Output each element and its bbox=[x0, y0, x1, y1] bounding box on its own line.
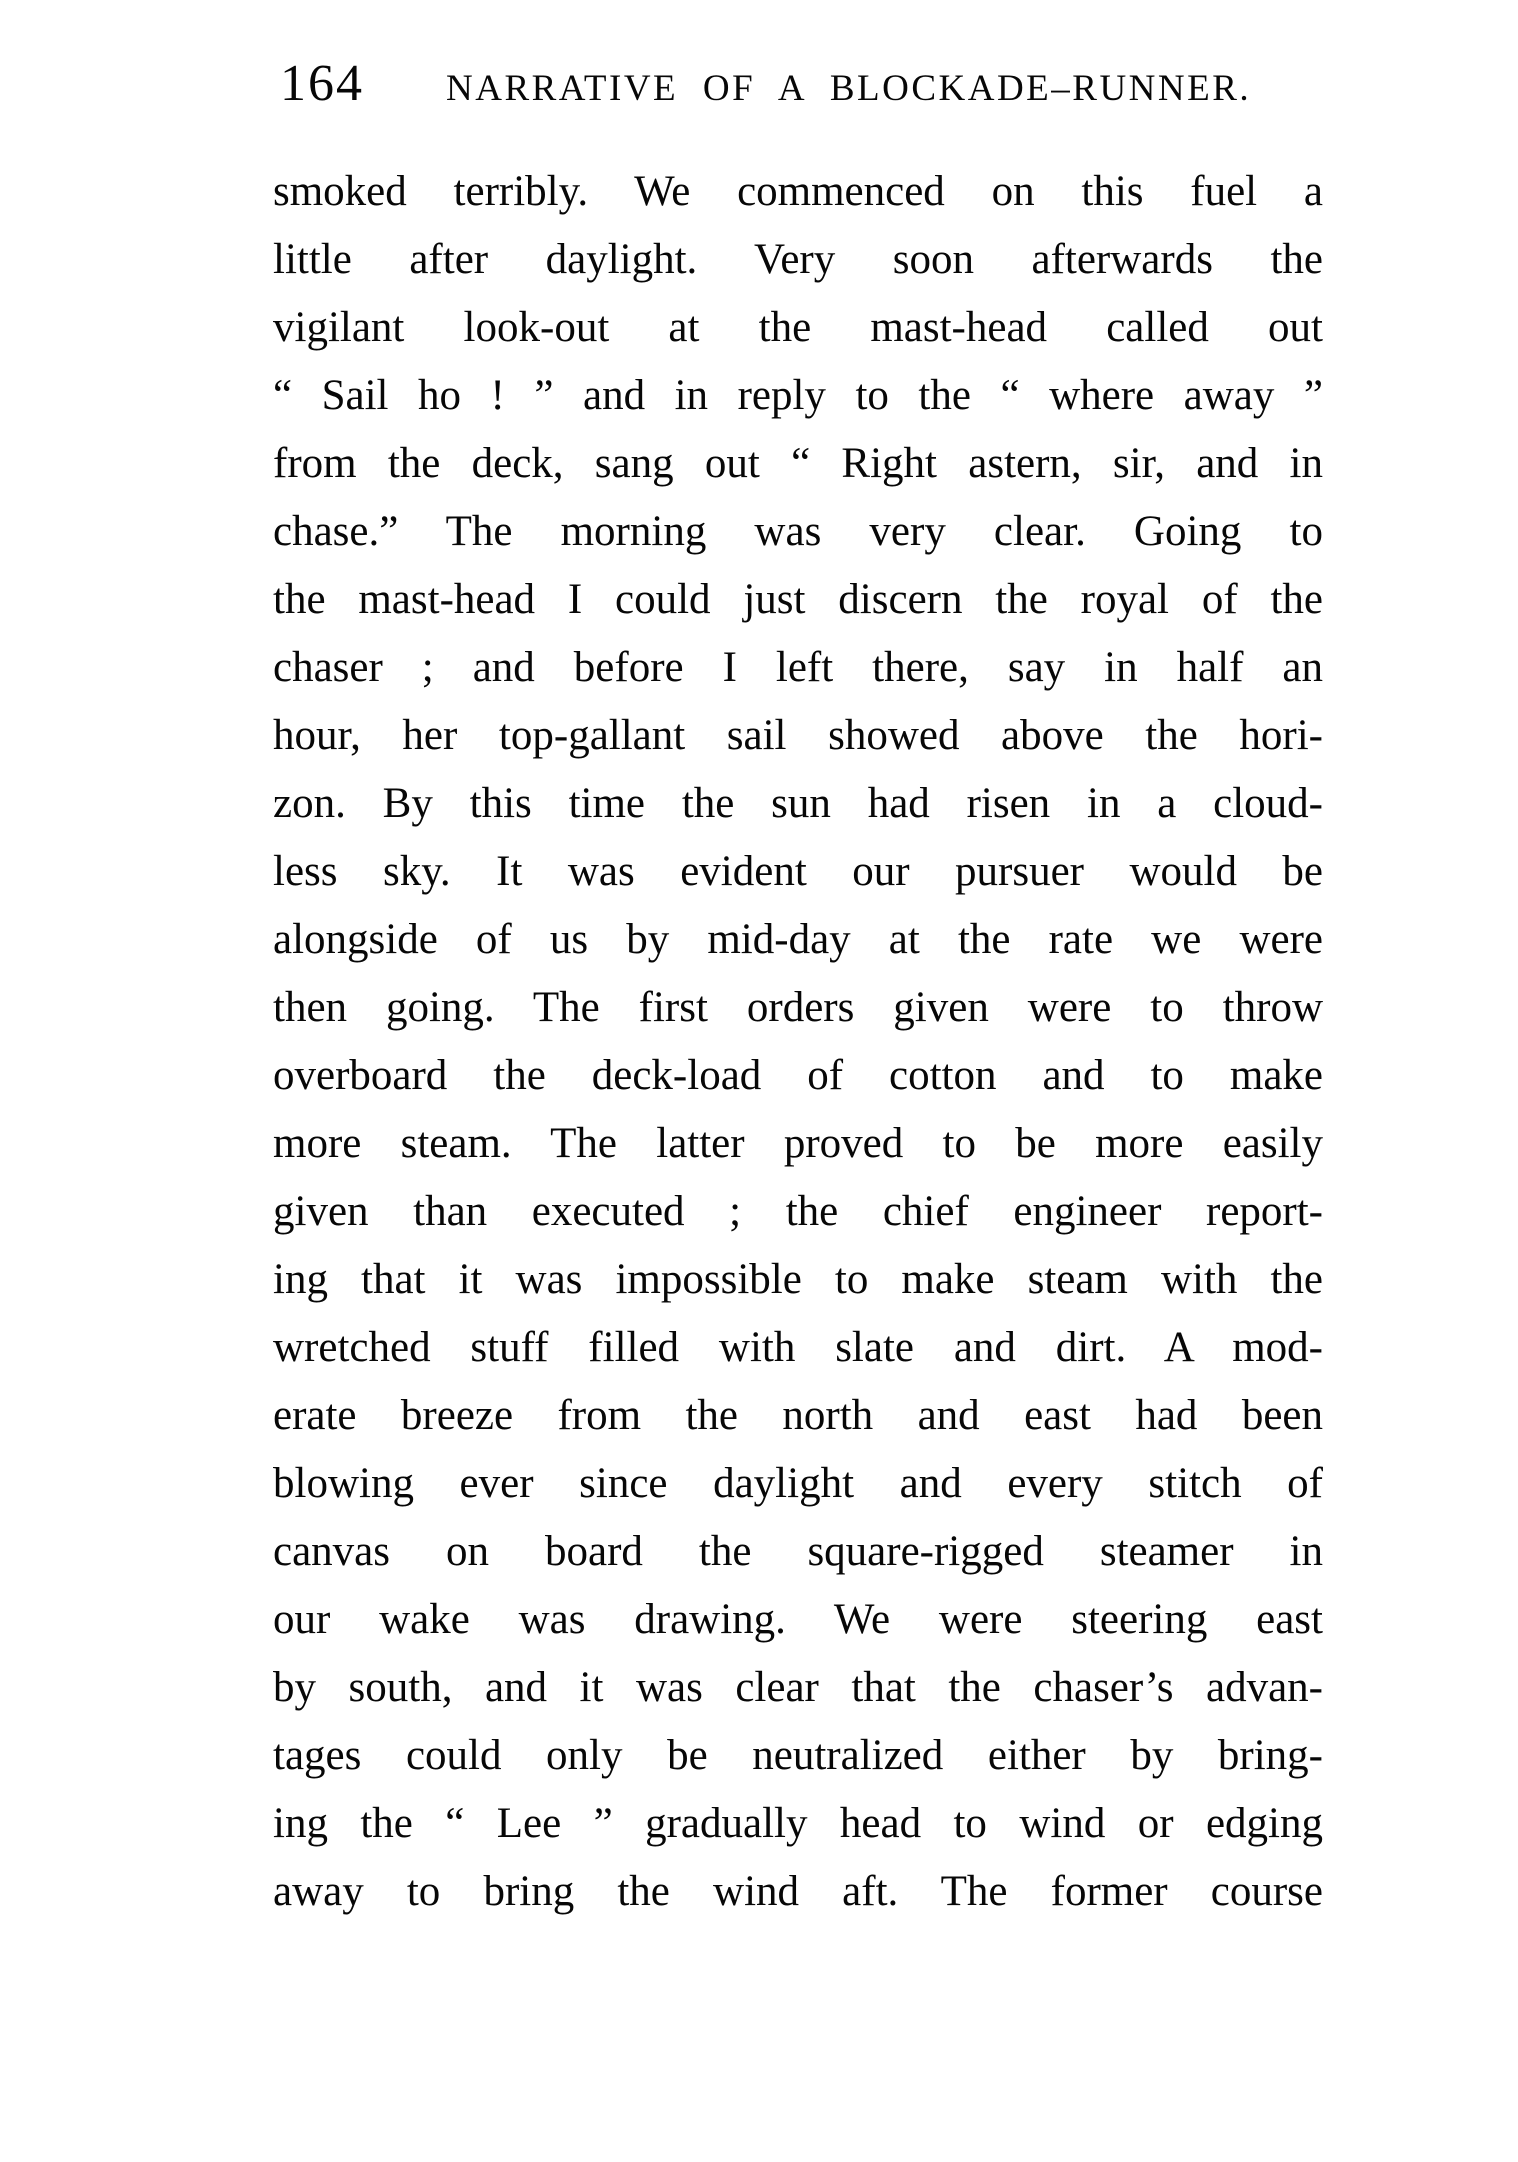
text-line: canvas on board the square-rigged steamer in bbox=[273, 1528, 1323, 1575]
text-line: blowing ever since daylight and every stitch of bbox=[273, 1460, 1323, 1507]
text-line: ing the “ Lee ” gradually head to wind or edging bbox=[273, 1800, 1323, 1847]
text-line: overboard the deck-load of cotton and to make bbox=[273, 1052, 1323, 1099]
text-line: ing that it was impossible to make steam with the bbox=[273, 1256, 1323, 1303]
text-line: erate breeze from the north and east had been bbox=[273, 1392, 1323, 1439]
running-header-title: NARRATIVE OF A BLOCKADE–RUNNER. bbox=[446, 68, 1252, 109]
text-line: vigilant look-out at the mast-head called out bbox=[273, 304, 1323, 351]
text-line: away to bring the wind aft. The former course bbox=[273, 1868, 1323, 1915]
text-line: zon. By this time the sun had risen in a cloud- bbox=[273, 780, 1323, 827]
text-line: chaser ; and before I left there, say in half an bbox=[273, 644, 1323, 691]
text-line: alongside of us by mid-day at the rate we were bbox=[273, 916, 1323, 963]
text-line: “ Sail ho ! ” and in reply to the “ where away ” bbox=[273, 372, 1323, 419]
text-line: little after daylight. Very soon afterwards the bbox=[273, 236, 1323, 283]
text-line: smoked terribly. We commenced on this fuel a bbox=[273, 168, 1323, 215]
text-line: wretched stuff filled with slate and dirt. A mod- bbox=[273, 1324, 1323, 1371]
page-header bbox=[280, 56, 1251, 117]
text-line: hour, her top-gallant sail showed above the hori- bbox=[273, 712, 1323, 759]
text-line: the mast-head I could just discern the royal of the bbox=[273, 576, 1323, 623]
text-line: our wake was drawing. We were steering east bbox=[273, 1596, 1323, 1643]
text-line: by south, and it was clear that the chaser’s advan- bbox=[273, 1664, 1323, 1711]
text-line: tages could only be neutralized either by bring- bbox=[273, 1732, 1323, 1779]
text-line: from the deck, sang out “ Right astern, sir, and in bbox=[273, 440, 1323, 487]
page-number: 164 bbox=[280, 55, 364, 112]
page-text bbox=[273, 158, 1323, 1926]
text-line: less sky. It was evident our pursuer would be bbox=[273, 848, 1323, 895]
text-line: chase.” The morning was very clear. Going to bbox=[273, 508, 1323, 555]
text-line: then going. The first orders given were to throw bbox=[273, 984, 1323, 1031]
text-line: more steam. The latter proved to be more easily bbox=[273, 1120, 1323, 1167]
text-line: given than executed ; the chief engineer report- bbox=[273, 1188, 1323, 1235]
